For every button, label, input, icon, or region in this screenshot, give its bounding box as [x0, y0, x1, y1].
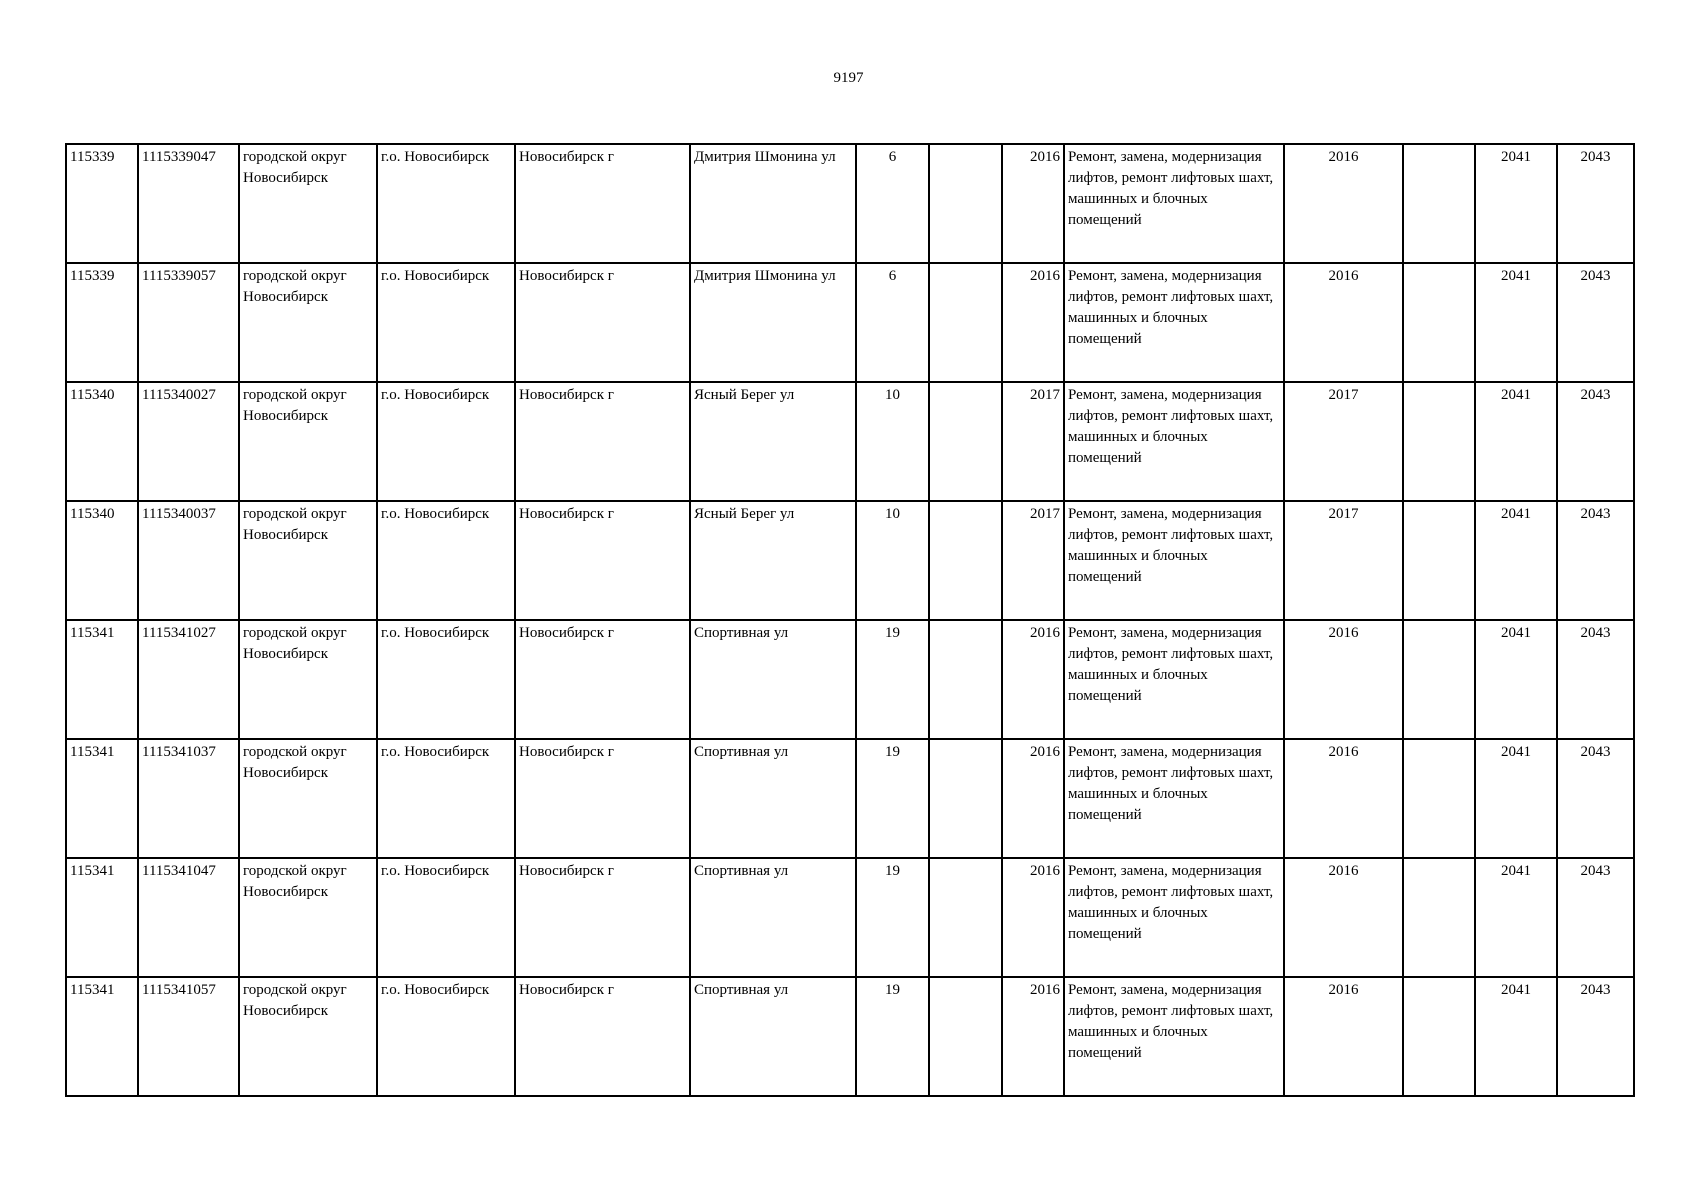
cell-period-start: 2041 [1475, 263, 1557, 382]
cell-work-year: 2016 [1284, 620, 1403, 739]
cell-period-start: 2041 [1475, 501, 1557, 620]
cell-work: Ремонт, замена, модернизация лифтов, ремонт лифтовых шахт, машинных и блочных помещений [1064, 620, 1284, 739]
cell-period-end: 2043 [1557, 263, 1634, 382]
cell-block [929, 501, 1002, 620]
cell-municipality: г.о. Новосибирск [377, 977, 515, 1096]
cell-work-year: 2017 [1284, 501, 1403, 620]
cell-period-end: 2043 [1557, 144, 1634, 263]
cell-year-built: 2016 [1002, 977, 1064, 1096]
cell-id: 115341 [66, 739, 138, 858]
cell-municipality: г.о. Новосибирск [377, 739, 515, 858]
cell-district: городской округ Новосибирск [239, 620, 377, 739]
cell-city: Новосибирск г [515, 977, 690, 1096]
cell-municipality: г.о. Новосибирск [377, 620, 515, 739]
cell-period-end: 2043 [1557, 858, 1634, 977]
cell-period-start: 2041 [1475, 620, 1557, 739]
cell-house: 19 [856, 620, 929, 739]
cell-period-end: 2043 [1557, 739, 1634, 858]
cell-empty [1403, 263, 1475, 382]
cell-municipality: г.о. Новосибирск [377, 144, 515, 263]
table-row [66, 382, 1634, 501]
table-row [66, 858, 1634, 977]
cell-year-built: 2016 [1002, 263, 1064, 382]
cell-period-start: 2041 [1475, 977, 1557, 1096]
cell-period-end: 2043 [1557, 501, 1634, 620]
cell-block [929, 144, 1002, 263]
cell-year-built: 2016 [1002, 620, 1064, 739]
cell-year-built: 2016 [1002, 858, 1064, 977]
cell-street: Ясный Берег ул [690, 382, 856, 501]
cell-code: 1115340037 [138, 501, 239, 620]
cell-work: Ремонт, замена, модернизация лифтов, ремонт лифтовых шахт, машинных и блочных помещений [1064, 977, 1284, 1096]
cell-house: 10 [856, 501, 929, 620]
cell-block [929, 739, 1002, 858]
cell-municipality: г.о. Новосибирск [377, 382, 515, 501]
cell-code: 1115340027 [138, 382, 239, 501]
cell-street: Спортивная ул [690, 977, 856, 1096]
cell-period-start: 2041 [1475, 144, 1557, 263]
register-table [65, 143, 1635, 1097]
table-row [66, 739, 1634, 858]
table-row [66, 263, 1634, 382]
cell-municipality: г.о. Новосибирск [377, 263, 515, 382]
cell-house: 19 [856, 858, 929, 977]
cell-municipality: г.о. Новосибирск [377, 858, 515, 977]
cell-work-year: 2016 [1284, 263, 1403, 382]
cell-work-year: 2016 [1284, 858, 1403, 977]
cell-work: Ремонт, замена, модернизация лифтов, ремонт лифтовых шахт, машинных и блочных помещений [1064, 739, 1284, 858]
cell-id: 115341 [66, 620, 138, 739]
cell-id: 115340 [66, 382, 138, 501]
cell-block [929, 858, 1002, 977]
cell-period-end: 2043 [1557, 977, 1634, 1096]
cell-empty [1403, 144, 1475, 263]
cell-code: 1115341037 [138, 739, 239, 858]
cell-id: 115339 [66, 144, 138, 263]
cell-district: городской округ Новосибирск [239, 739, 377, 858]
cell-house: 10 [856, 382, 929, 501]
table-row [66, 620, 1634, 739]
cell-work: Ремонт, замена, модернизация лифтов, ремонт лифтовых шахт, машинных и блочных помещений [1064, 858, 1284, 977]
cell-work-year: 2017 [1284, 382, 1403, 501]
cell-empty [1403, 382, 1475, 501]
cell-street: Спортивная ул [690, 858, 856, 977]
cell-district: городской округ Новосибирск [239, 501, 377, 620]
cell-work: Ремонт, замена, модернизация лифтов, ремонт лифтовых шахт, машинных и блочных помещений [1064, 263, 1284, 382]
cell-work: Ремонт, замена, модернизация лифтов, ремонт лифтовых шахт, машинных и блочных помещений [1064, 501, 1284, 620]
table-row [66, 977, 1634, 1096]
cell-empty [1403, 977, 1475, 1096]
table-row [66, 144, 1634, 263]
cell-block [929, 263, 1002, 382]
cell-district: городской округ Новосибирск [239, 858, 377, 977]
cell-district: городской округ Новосибирск [239, 144, 377, 263]
cell-id: 115339 [66, 263, 138, 382]
cell-city: Новосибирск г [515, 144, 690, 263]
cell-city: Новосибирск г [515, 501, 690, 620]
cell-work: Ремонт, замена, модернизация лифтов, ремонт лифтовых шахт, машинных и блочных помещений [1064, 382, 1284, 501]
cell-city: Новосибирск г [515, 382, 690, 501]
cell-period-end: 2043 [1557, 620, 1634, 739]
cell-district: городской округ Новосибирск [239, 382, 377, 501]
cell-house: 6 [856, 263, 929, 382]
cell-block [929, 977, 1002, 1096]
cell-year-built: 2016 [1002, 739, 1064, 858]
cell-period-start: 2041 [1475, 858, 1557, 977]
cell-empty [1403, 739, 1475, 858]
cell-city: Новосибирск г [515, 263, 690, 382]
cell-code: 1115339047 [138, 144, 239, 263]
cell-block [929, 620, 1002, 739]
cell-street: Ясный Берег ул [690, 501, 856, 620]
cell-street: Спортивная ул [690, 739, 856, 858]
cell-house: 19 [856, 977, 929, 1096]
cell-house: 19 [856, 739, 929, 858]
cell-empty [1403, 501, 1475, 620]
cell-id: 115340 [66, 501, 138, 620]
cell-code: 1115339057 [138, 263, 239, 382]
cell-id: 115341 [66, 858, 138, 977]
cell-street: Спортивная ул [690, 620, 856, 739]
cell-street: Дмитрия Шмонина ул [690, 263, 856, 382]
cell-id: 115341 [66, 977, 138, 1096]
cell-district: городской округ Новосибирск [239, 977, 377, 1096]
cell-city: Новосибирск г [515, 620, 690, 739]
cell-district: городской округ Новосибирск [239, 263, 377, 382]
cell-code: 1115341027 [138, 620, 239, 739]
cell-code: 1115341047 [138, 858, 239, 977]
cell-year-built: 2016 [1002, 144, 1064, 263]
page-number: 9197 [833, 70, 864, 86]
cell-empty [1403, 858, 1475, 977]
cell-work-year: 2016 [1284, 739, 1403, 858]
cell-empty [1403, 620, 1475, 739]
cell-period-start: 2041 [1475, 382, 1557, 501]
cell-code: 1115341057 [138, 977, 239, 1096]
table-body [66, 144, 1634, 1096]
cell-work: Ремонт, замена, модернизация лифтов, ремонт лифтовых шахт, машинных и блочных помещений [1064, 144, 1284, 263]
cell-period-end: 2043 [1557, 382, 1634, 501]
cell-work-year: 2016 [1284, 977, 1403, 1096]
cell-city: Новосибирск г [515, 739, 690, 858]
cell-year-built: 2017 [1002, 382, 1064, 501]
cell-municipality: г.о. Новосибирск [377, 501, 515, 620]
table-row [66, 501, 1634, 620]
cell-city: Новосибирск г [515, 858, 690, 977]
cell-house: 6 [856, 144, 929, 263]
cell-block [929, 382, 1002, 501]
cell-year-built: 2017 [1002, 501, 1064, 620]
cell-street: Дмитрия Шмонина ул [690, 144, 856, 263]
cell-period-start: 2041 [1475, 739, 1557, 858]
cell-work-year: 2016 [1284, 144, 1403, 263]
